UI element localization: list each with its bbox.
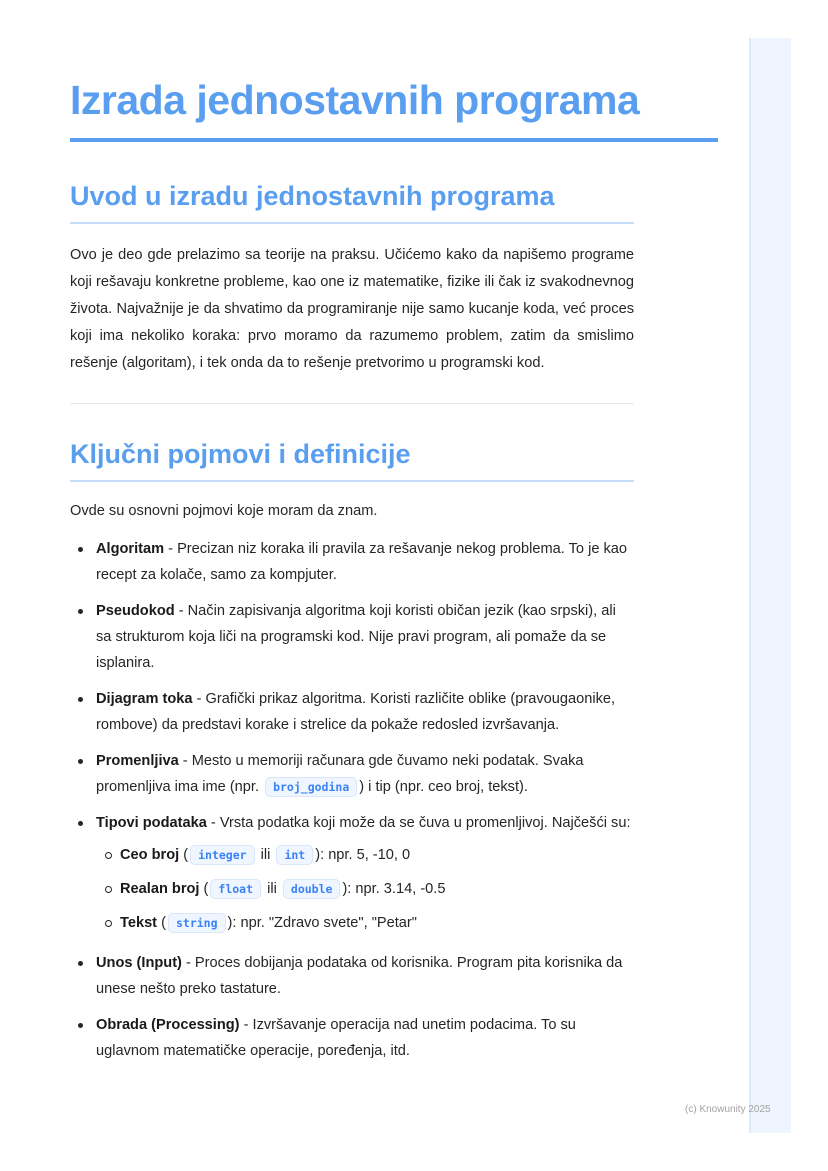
term-description: - Način zapisivanja algoritma koji koristi običan jezik (kao srpski), ali sa strukturom koja liči na programski kod. Nije pravi program, ali pomaže da se isplanira. xyxy=(96,603,616,671)
section-heading-key-terms: Ključni pojmovi i definicije xyxy=(70,437,634,482)
sub-connector: ili xyxy=(260,847,271,863)
term-label: Tipovi podataka xyxy=(96,815,207,831)
page-title: Izrada jednostavnih programa xyxy=(70,76,718,142)
data-types-sublist xyxy=(96,838,634,940)
sublist-item-ceo-broj xyxy=(96,838,634,872)
copyright-footer: (c) Knowunity 2025 xyxy=(685,1104,771,1115)
term-label: Unos (Input) xyxy=(96,955,182,971)
list-item-unos xyxy=(70,950,634,1002)
inline-code: string xyxy=(168,913,226,933)
sub-term-label: Tekst xyxy=(120,915,158,931)
term-label: Algoritam xyxy=(96,541,165,557)
inline-code: double xyxy=(283,879,341,899)
sub-open-paren: ( xyxy=(199,881,209,897)
sub-open-paren: ( xyxy=(179,847,189,863)
list-item-pseudokod xyxy=(70,598,634,676)
sub-term-label: Ceo broj xyxy=(120,847,180,863)
term-label: Dijagram toka xyxy=(96,691,193,707)
sublist-item-realan-broj xyxy=(96,872,634,906)
sub-term-label: Realan broj xyxy=(120,881,200,897)
intro-paragraph: Ovo je deo gde prelazimo sa teorije na praksu. Učićemo kako da napišemo programe koji rešavaju konkretne probleme, kao one iz matematike, fizike ili čak iz svakodnevnog života. Najvažnije je da shvatimo da programiranje nije samo kucanje koda, već proces koji ima nekoliko koraka: prvo moramo da razumemo problem, zatim da smislimo rešenje (algoritam), i tek onda da to rešenje pretvorimo u programski kod. xyxy=(70,247,634,371)
term-description: - Mesto u memoriji računara gde čuvamo neki podatak. Svaka promenljiva ima ime (npr. xyxy=(96,753,584,795)
term-label: Obrada (Processing) xyxy=(96,1017,240,1033)
term-label: Pseudokod xyxy=(96,603,175,619)
term-description: - Proces dobijanja podataka od korisnika. Program pita korisnika da unese nešto preko tastature. xyxy=(96,955,623,997)
sub-example: ): npr. 3.14, -0.5 xyxy=(342,881,446,897)
section-divider xyxy=(70,403,634,404)
term-description: - Vrsta podatka koji može da se čuva u promenljivoj. Najčešći su: xyxy=(206,815,631,831)
document-page xyxy=(70,76,718,1074)
sub-connector: ili xyxy=(267,881,277,897)
list-item-dijagram-toka xyxy=(70,686,634,738)
sublist-item-tekst xyxy=(96,906,634,940)
term-description: - Izvršavanje operacija nad unetim podacima. To su uglavnom matematičke operacije, poređenja, itd. xyxy=(96,1017,576,1059)
inline-code: broj_godina xyxy=(265,777,357,797)
term-label: Promenljiva xyxy=(96,753,179,769)
list-item-algoritam xyxy=(70,536,634,588)
list-item-tipovi-podataka xyxy=(70,810,634,940)
key-terms-intro: Ovde su osnovni pojmovi koje moram da znam. xyxy=(70,503,378,519)
term-description-end: ) i tip (npr. ceo broj, tekst). xyxy=(359,779,528,795)
term-description: - Precizan niz koraka ili pravila za rešavanje nekog problema. To je kao recept za kolače, samo za kompjuter. xyxy=(96,541,628,583)
key-terms-list xyxy=(70,536,634,1064)
section-key-terms xyxy=(70,437,634,1064)
section-intro xyxy=(70,179,634,377)
inline-code: float xyxy=(210,879,261,899)
inline-code: integer xyxy=(190,845,254,865)
sub-example: ): npr. 5, -10, 0 xyxy=(315,847,411,863)
list-item-obrada xyxy=(70,1012,634,1064)
section-heading-intro: Uvod u izradu jednostavnih programa xyxy=(70,179,634,224)
list-item-promenljiva xyxy=(70,748,634,800)
right-margin-strip xyxy=(749,38,791,1133)
term-description: - Grafički prikaz algoritma. Koristi različite oblike (pravougaonike, rombove) da predstavi korake i strelice da pokaže redosled izvršavanja. xyxy=(96,691,616,733)
sub-example: ): npr. "Zdravo svete", "Petar" xyxy=(227,915,417,931)
sub-open-paren: ( xyxy=(157,915,166,931)
inline-code: int xyxy=(276,845,313,865)
